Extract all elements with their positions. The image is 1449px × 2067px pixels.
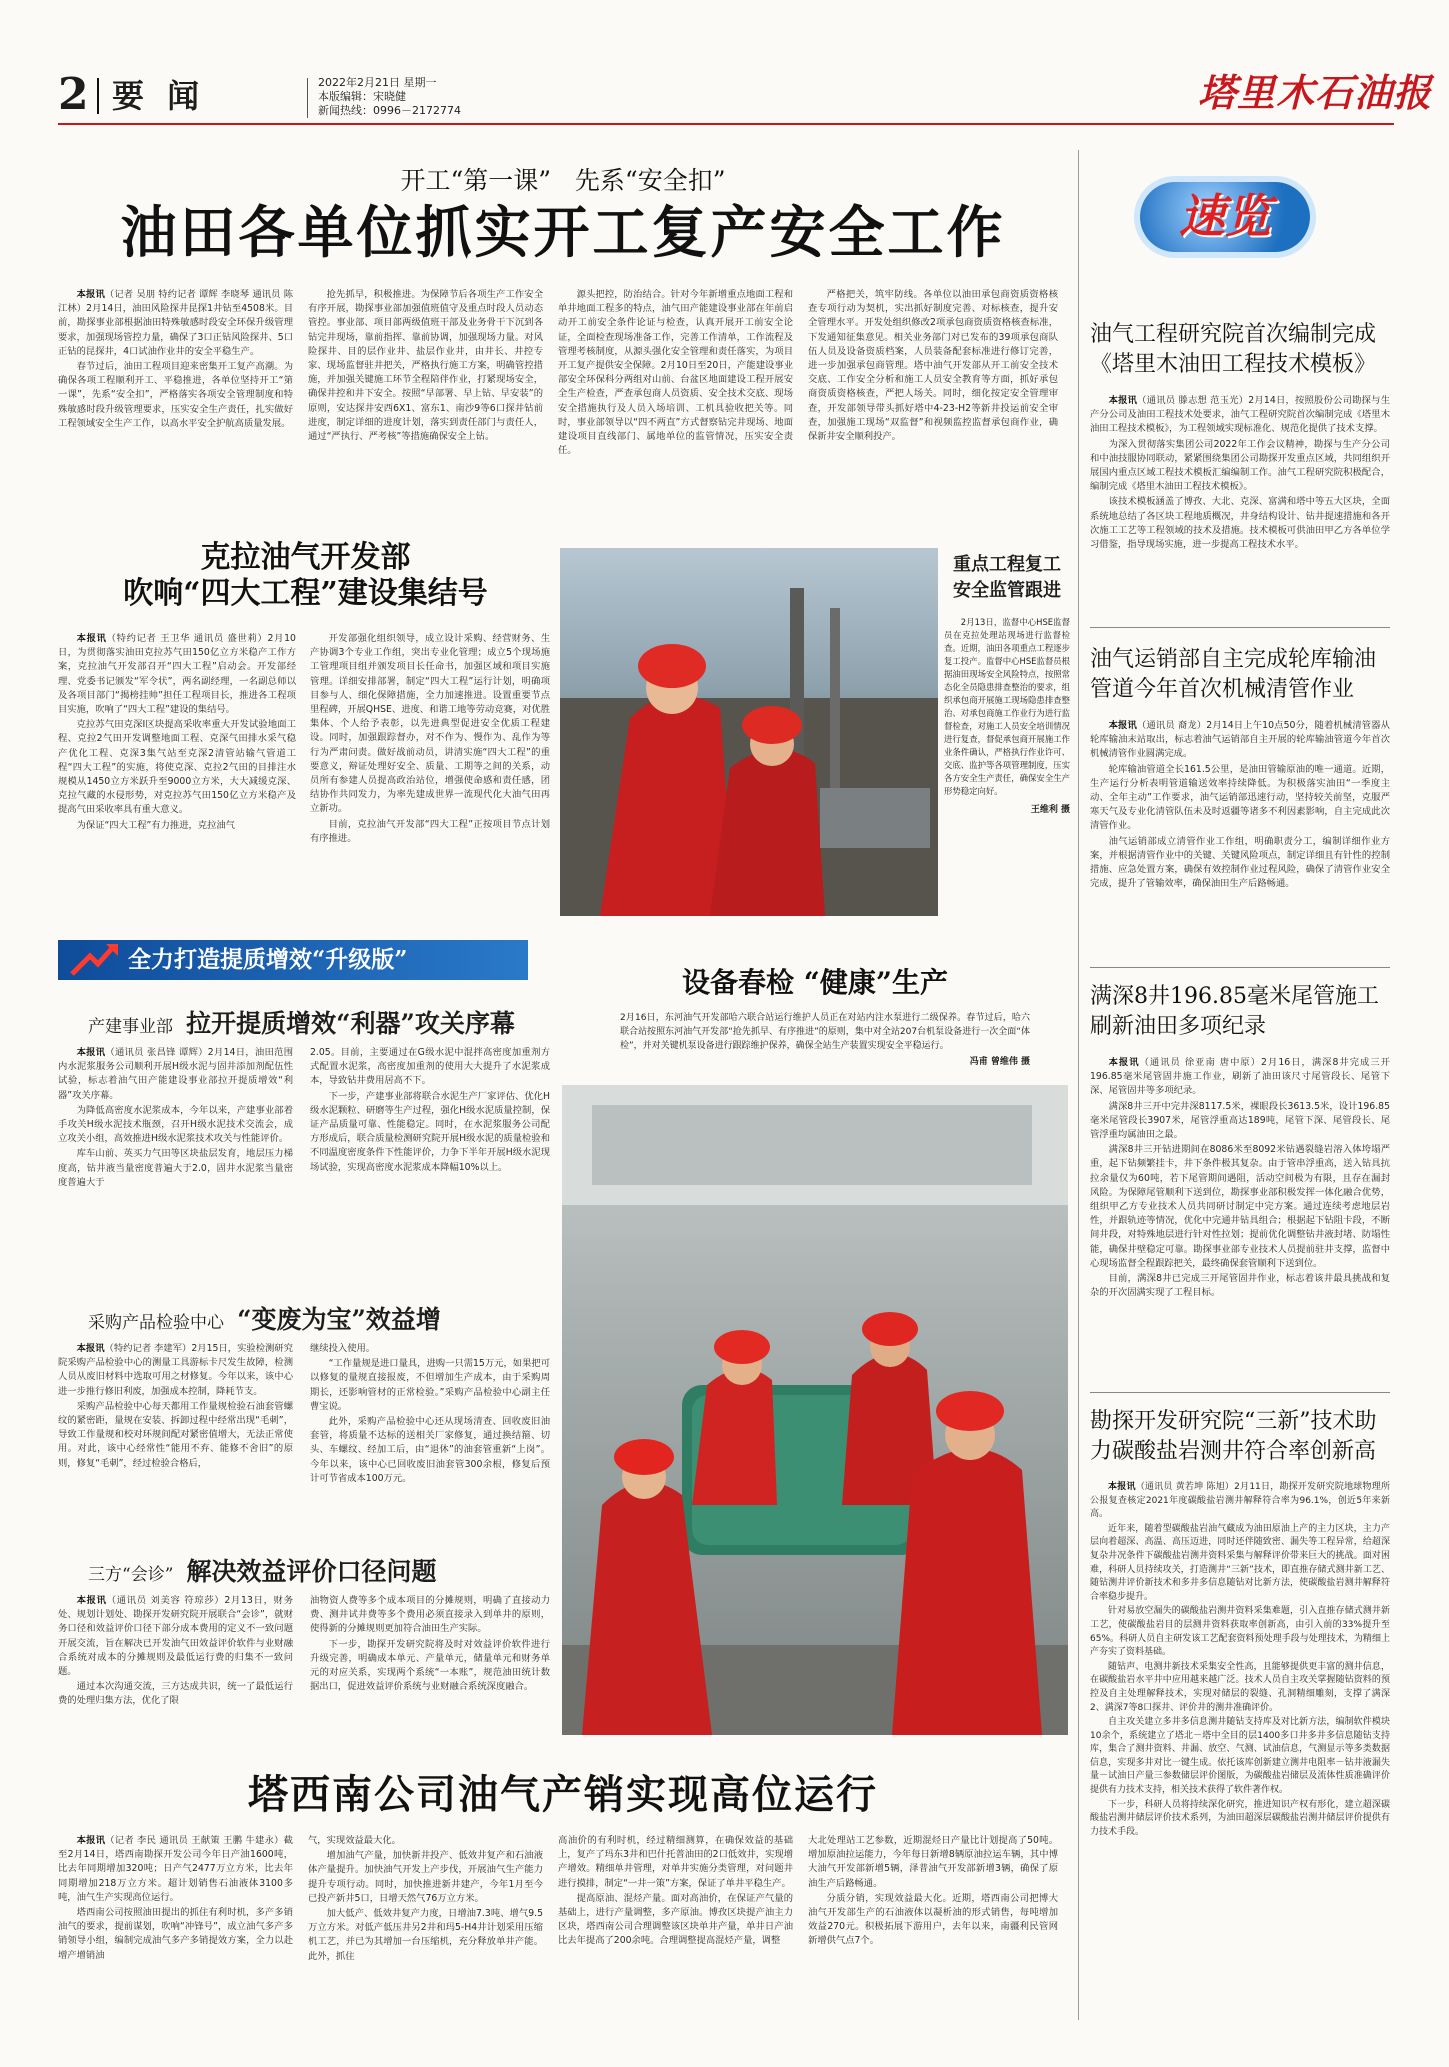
sidebar-vertical-rule: [1078, 150, 1079, 2020]
upgrade-banner-text: 全力打造提质增效“升级版”: [128, 946, 408, 973]
bottom-article: [58, 1770, 1068, 2040]
page-editor: 本版编辑：宋晓健: [318, 90, 406, 103]
upgrade-story-1-byline: 本报讯: [76, 1047, 106, 1058]
brief-3: [1090, 982, 1390, 1301]
upgrade-story-1-text-1: （通讯员 张昌锋 谭辉）2月14日，油田范围内水泥浆服务公司顺利开展H级水泥与固井添加剂配伍性试验，标志着油气田产能建设事业部拉开提质增效“利器”攻关序幕。: [58, 1047, 293, 1101]
brief-4: [1090, 1407, 1390, 1840]
brief-4-text: （通讯员 黄若坤 陈旭）2月11日，勘探开发研究院地球物理所公报复查核定2021年度碳酸盐岩测井解释符合率为96.1%，创近5年来新高。: [1090, 1482, 1390, 1520]
masthead-rule: [58, 123, 1394, 125]
upgrade-story-1-kicker: 产建事业部: [88, 1017, 173, 1037]
bottom-text-2b: 增加油气产量，加快新井投产、低效井复产和石油液体产量提升。加快油气开发上产步伐，开展油气生产能力提升专项行动。同时，加快推进新井建产，今年1月至今已投产新井5口，日增天然气76万立方米。: [308, 1850, 543, 1904]
upgrade-story-3-text-1: （通讯员 刘美容 符琼莎）2月13日，财务处、规划计划处、勘探开发研究院开展联合“会诊”，就财务口径和效益评价口径下部分成本费用的定义不一致问题开展交流，旨在解决已开发油气田效益评价软件与业财融合系统对成本的分摊规则及最低运行费的归集不一致问题。: [58, 1595, 293, 1678]
photo-1-caption-block: [944, 552, 1070, 924]
lead-text-1: （记者 吴朋 特约记者 谭辉 李晓琴 通讯员 陈江林）2月14日，油田风险探井昆探1井钻至4508米。目前，勘探事业部根据油田特殊敏感时段安全环保升级管理要求，加强现场管控力量，确保了3口正钻风险探井、5口正钻的昆探井，4口试油作业井的安全平稳生产。: [58, 289, 293, 357]
masthead: [0, 0, 1449, 130]
brief-4-text-5: 自主攻关建立多井多信息测井随钻支持库及对比新方法，编制软件模块10余个，系统建立了塔北－塔中全目的层1400多口井多井多信息随钻支持库，集合了测井资料、井漏、放空、气测、试油信息，气测显示等多类数据信息，实现多井对比一键生成。依托该库创新建立测井电阻率－钻井液漏失量－试油日产量三参数储层评价图版，为碳酸盐岩储层及流体性质准确评价提供有力技术支持，相关技术获得了软件著作权。: [1090, 1717, 1390, 1796]
bottom-text-3: 高油价的有利时机，经过精细测算，在确保效益的基础上，复产了玛东3井和巴什托普油田的2口低效井，实现增产增效。精细单井管理，对单井实施分类管理，对问题井进行摸排，制定“一井一策”方案，保证了单井平稳生产。: [558, 1835, 793, 1889]
photo-1-title-2: 安全监管跟进: [953, 580, 1061, 601]
brief-4-text-4: 随钻声、电测井新技术采集安全性高，且能够提供更丰富的测井信息，在碳酸盐岩水平井中应用越来越广泛。技术人员自主攻关掌握随钻资料的预控及自主处理解释技术，实现对储层的裂缝、孔洞精细雕刻，支撑了满深2、满深7等8口探井、评价井的测井准确评价。: [1090, 1661, 1390, 1713]
bottom-title: 塔西南公司油气产销实现高位运行: [248, 1771, 878, 1818]
upgrade-story-2-text-2b: “工作量规是进口量具，进购一只需15万元，如果把可以修复的量规直接报废，不但增加生产成本，由于采购周期长，还影响管材的正常检验。”采购产品检验中心副主任曹宝说。: [310, 1358, 550, 1412]
bottom-col-3: [558, 1834, 793, 1950]
photo-2-illustration: [562, 1085, 1068, 1735]
brief-2-text-2: 轮库输油管道全长161.5公里，是油田管输原油的唯一通道。近期，生产运行分析表明管道输送效率持续降低。为积极落实油田“一季度主动、全年主动”工作要求，油气运销部迅速行动，坚持较关前坚，克服严寒天气及专业化清管队伍未及时返疆等诸多不利因素影响，自主完成此次清管作业。: [1090, 763, 1390, 832]
upgrade-story-1-title: 拉开提质增效“利器”攻关序幕: [186, 1009, 515, 1038]
kela-byline: 本报讯: [76, 633, 107, 644]
kela-text-2: 开发部强化组织领导，成立设计采购、经营财务、生产协调3个专业工作组，突出专业化管理；成立5个现场施工管理项目组并颁发项目长任命书，加强区域和项目实施管理。详细安排部署，制定“四大工程”运行计划，明确项目参与人、细化保障措施，全力加速推进。设置重要节点里程碑，开展QHSE、进度、和谐工地等劳动竞赛，对优胜集体、个人给予表彰，以先进典型促进安全优质工程建设。同时，加强跟踪督办，对不作为、慢作为、乱作为等行为严肃问责。做好战前动员，讲清实施“四大工程”的重要意义，辩证处理好安全、质量、工期等之间的关系，动员所有参建人员提高政治站位，增强使命感和责任感，团结协作共同发力，为率先建成世界一流现代化大油气田再立新功。: [310, 633, 550, 815]
section-name: 要 闻: [112, 77, 206, 115]
photo-1-credit: 王维利 摄: [1030, 805, 1070, 815]
photo-2-caption-text: 2月16日，东河油气开发部哈六联合站运行维护人员正在对站内注水泵进行二级保养。春节过后，哈六联合站按照东河油气开发部“抢先抓早、有序推进”的原则，集中对全站207台机泵设备进行一次全面“体检”，并对关键机泵设备进行跟踪维护保养，确保全站生产装置实现安全平稳运行。: [620, 1013, 1030, 1051]
brief-3-byline: 本报讯: [1108, 1057, 1140, 1068]
lead-col-3: [558, 288, 793, 459]
bottom-text-1: （记者 李民 通讯员 王献策 王鹏 牛建永）截至2月14日，塔西南勘探开发公司今年日产油1600吨，比去年同期增加320吨；日产气2477万立方米，比去年同期增加218万立方米。超计划销售石油液体3100多吨，油气生产实现高位运行。: [58, 1835, 293, 1903]
masthead-divider-2: [307, 78, 308, 118]
upgrade-story-2-text-2c: 此外，采购产品检验中心还从现场清查、回收废旧油套管，将质量不达标的送相关厂家修复，通过换结箍、切头、车螺纹、经加工后，由“退休”的油套管重新“上岗”。今年以来，该中心已回收废旧油套管300余根，修复后预计可节省成本100万元。: [310, 1416, 550, 1484]
arrow-up-icon: [64, 940, 124, 980]
masthead-info: [318, 76, 461, 118]
upgrade-story-2: [58, 1300, 553, 1540]
upgrade-story-2-text-2: 继续投入使用。: [310, 1343, 376, 1354]
bottom-text-4b: 分质分销，实现效益最大化。近期，塔西南公司把博大油气开发部生产的石油液体以凝析油的形式销售，每吨增加效益270元。积极拓展下游用户，去年以来，南疆利民管网新增供气点7个。: [808, 1892, 1058, 1947]
upgrade-story-3-title: 解决效益评价口径问题: [186, 1557, 437, 1586]
lead-kicker: 开工“第一课” 先系“安全扣”: [400, 166, 726, 195]
bottom-text-4: 大北处理站工艺参数，近期混烃日产量比计划提高了50吨。增加原油拉运能力，今年每日新增8辆原油拉运车辆，其中博大油气开发部新增5辆，泽普油气开发部新增3辆，确保了原油生产后路畅通。: [808, 1835, 1058, 1889]
news-hotline: 新闻热线：0996－2172774: [318, 104, 461, 117]
kela-text-2b: 目前，克拉油气开发部“四大工程”正按项目节点计划有序推进。: [310, 818, 550, 844]
brief-divider: [1090, 967, 1390, 968]
sidebar-badge-text: 速览: [1179, 189, 1271, 243]
sidebar-badge: [1140, 182, 1310, 252]
brief-2-text-3: 油气运销部成立清管作业工作组，明确职责分工，编制详细作业方案，并根据清管作业中的关键、关键风险项点，制定详细且有针性的控制措施、应急处置方案，确保有效控制作业过程风险，确保了清管作业安全完成，提升了管输效率，确保油田生产后路畅通。: [1090, 835, 1390, 890]
brief-divider: [1090, 627, 1390, 628]
photo-1-illustration: [560, 548, 938, 916]
bottom-text-1b: 塔西南公司按照油田提出的抓住有利时机，多产多销油气的要求，提前谋划，吹响“冲锋号”，成立油气多产多销领导小组，编制完成油气多产多销提效方案，全力以赴增产增销油: [58, 1907, 293, 1961]
kela-text-1b: 克拉苏气田克深Ⅰ区块提高采收率重大开发试验地面工程、克拉2气田开发调整地面工程、克深气田排水采气稳产优化工程、克深3集气站至克深2清管站输气管道工程“四大工程”的实施，将使克深、克拉2气田的目排注水规模从1450立方米跃升至9000立方米，大大减缓克深、克拉气藏的水侵形势，对克拉苏气田150亿立方米稳产及提高气田采收率具有重大意义。: [58, 719, 296, 816]
upgrade-story-1-text-2: 2.05。目前，主要通过在G级水泥中混拌高密度加重剂方式配置水泥浆，高密度加重剂的使用大大提升了水泥浆成本，导致钻井费用居高不下。: [310, 1047, 550, 1087]
lead-col-1: [58, 288, 293, 432]
photo-2-title: 设备春检 “健康”生产: [682, 966, 948, 999]
upgrade-story-2-col-1: [58, 1342, 293, 1472]
upgrade-story-2-head: [88, 1300, 548, 1336]
kela-text-1c: 为保证“四大工程”有力推进，克拉油气: [76, 819, 235, 831]
upgrade-story-3-head: [88, 1552, 548, 1588]
upgrade-story-3-byline: 本报讯: [76, 1595, 107, 1606]
brief-3-title: 满深8井196.85毫米尾管施工刷新油田多项纪录: [1090, 984, 1379, 1039]
bottom-col-4: [808, 1834, 1058, 1950]
lead-article: [58, 130, 1068, 515]
kela-col-1: [58, 632, 296, 834]
kela-col-2: [310, 632, 550, 847]
photo-1-caption: 2月13日，监督中心HSE监督员在克拉处理站现场进行监督检查。近期，油田各项重点工程逐步复工投产。监督中心HSE监督员根据油田现场安全风险特点，按照常态化全员隐患排查整治的要求，组织承包商开展施工现场隐患排查整治、对承包商施工作业行为进行监督检查，对施工人员安全培训情况进行复查，督促承包商开展施工作业条件确认，严格执行作业许可、交底、监护等各项管理制度，压实各方安全生产责任，确保安全生产形势稳定向好。: [944, 617, 1070, 796]
upgrade-story-2-col-2: [310, 1342, 550, 1487]
masthead-divider: [97, 78, 99, 114]
brief-4-text-2: 近年来，随着型碳酸盐岩油气藏成为油田原油上产的主力区块，主力产层向着超深、高温、高压迈进，同时还伴随致密、漏失等工程异常，给超深复杂井况条件下碳酸盐岩测井资料采集与解释评价带来巨大的挑战。面对困难，科研人员持续攻关，打造测井“三新”技术，即直推存储式测井新工艺、随钻测井评价新技术和多井多信息随钻对比新方法，使碳酸盐岩测井解释符合率稳步提升。: [1090, 1523, 1390, 1602]
photo-1-title-1: 重点工程复工: [953, 554, 1061, 575]
kela-title-1: 克拉油气开发部: [200, 540, 411, 575]
bottom-col-1: [58, 1834, 293, 1964]
upgrade-story-1-col-2: [310, 1046, 550, 1176]
brief-1: [1090, 320, 1390, 553]
brief-3-text-2: 满深8井三开中完井深8117.5米，裸眼段长3613.5米，设计196.85毫米尾管段长3907米，尾管浮重高达189吨，尾管下深、尾管段长、尾管浮重均属油田之最。: [1090, 1100, 1390, 1141]
brief-3-text: （通讯员 徐亚南 唐中原）2月16日，满深8井完成三开196.85毫米尾管固井施工作业，刷新了油田该尺寸尾管段长、尾管下深、尾管固井等多项纪录。: [1090, 1057, 1390, 1097]
sidebar: [1090, 140, 1390, 2010]
lead-text-3: 源头把控，防治结合。针对今年新增重点地面工程和单井地面工程多的特点，油气田产能建设事业部在年前启动开工前安全条件论证与检查，认真开展开工前安全论证，全面检查现场准备工作，完善工作清单，工作流程及管理考核制度，从源头强化安全管理和责任落实，为项目开工复产提供安全保障。2月10日至20日，产能建设事业部安全环保科分两组对山前、台盆区地面建设工程开展安全生产检查，严查承包商人员资质、安全技术交底、现场安全措施执行及人员入场培训、工机具验收把关等。同时，事业部领导以“四不两直”方式督察钻完井现场、地面建设项目直线部门、属地单位的监管情况，压实安全责任。: [558, 289, 793, 457]
page-number: 2: [58, 69, 89, 120]
bottom-byline: 本报讯: [76, 1835, 106, 1846]
upgrade-story-2-title: “变废为宝”效益增: [237, 1305, 441, 1334]
upgrade-story-1-head: [88, 1004, 548, 1040]
photo-2-caption: [620, 1011, 1030, 1069]
upgrade-story-3-col-2: [310, 1594, 550, 1695]
brief-4-title: 勘探开发研究院“三新”技术助力碳酸盐岩测井符合率创新高: [1090, 1409, 1377, 1464]
photo-2-credit: 冯甫 曾维伟 摄: [969, 1057, 1030, 1067]
brief-4-text-6: 下一步，科研人员将持续深化研究，推进知识产权有形化，建立超深碳酸盐岩测井储层评价技术系列，为油田超深层碳酸盐岩测井储层评价提供有力技术手段。: [1090, 1799, 1390, 1837]
brief-3-text-4: 目前，满深8井已完成三开尾管固井作业，标志着该井最具挑战和复杂的开次固满实现了工程目标。: [1090, 1273, 1390, 1299]
upgrade-story-3-kicker: 三方“会诊”: [88, 1565, 174, 1585]
upgrade-banner: [58, 940, 528, 980]
bottom-text-3b: 提高原油、混烃产量。面对高油价，在保证产气量的基础上，进行产量调整，多产原油。博孜区块提产油主力区块，塔西南公司合理调整该区块单井产量，单井日产油比去年提高了200余吨。合理调整提高混烃产量，调整: [558, 1892, 793, 1947]
lead-text-4: 严格把关，筑牢防线。各单位以油田承包商资质资格核查专项行动为契机，实出抓好制度完善、对标核查，提升安全管理水平。开发处组织修改2项承包商资质资格核查标准，下发通知征集意见。相关业务部门对已发布的39项承包商队伍人员及设备资质档案，人员装备配套标准进行修订完善，进一步加强承包商管理。塔中油气开发部从开工前安全技术交底、工作安全分析和施工人员安全教育等方面，抓好承包商资质资格核查，严把人场关。同时，细化按定安全管理审查，开发部领导带头抓好塔中4-23-H2等新井投运前安全审查，加强施工现场“双监督”和视频监控监督承包商作业，确保新井安全顺利投产。: [808, 289, 1058, 443]
photo-2-block: [560, 945, 1070, 1740]
bottom-text-2: 气，实现效益最大化。: [308, 1835, 401, 1846]
brief-2-text: （通讯员 裔龙）2月14日上午10点50分，随着机械清管器从轮库输油末站取出，标志着油气运销部自主开展的轮库输油管道今年首次机械清管作业圆满完成。: [1090, 720, 1390, 760]
newspaper-logo: 塔里木石油报: [1198, 70, 1433, 115]
brief-1-text: （通讯员 滕志想 范玉光）2月14日，按照股份公司勘探与生产分公司及油田工程技术处要求，油气工程研究院首次编制完成《塔里木油田工程技术模板》，为工程领域实现标准化、规范化提供了技术支撑。: [1090, 395, 1390, 435]
upgrade-story-1-col-1: [58, 1046, 293, 1191]
upgrade-story-3: [58, 1552, 553, 1772]
lead-title: 油田各单位抓实开工复产安全工作: [120, 200, 1006, 266]
upgrade-story-2-byline: 本报讯: [76, 1343, 105, 1354]
lead-col-4: [808, 288, 1058, 445]
brief-1-text-3: 该技术模板涵盖了博孜、大北、克深、富满和塔中等五大区块，全面系统地总结了各区块工程地质概况，井身结构设计、钻井提速措施和各开次施工工艺等工程领域的技术及措施。技术模板可供油田甲乙方各单位学习借鉴，指导现场实施，进一步提高工程技术水平。: [1090, 496, 1390, 551]
kela-article: [58, 540, 553, 920]
kela-title-2: 吹响“四大工程”建设集结号: [123, 576, 488, 611]
bottom-text-2c: 加大低产、低效井复产力度，日增油7.3吨、增气9.5万立方米。对低产低压井另2井和玛5-H4井计划采用压缩机工艺，并已为其增加一台压缩机，充分释放单井产能。此外，抓住: [308, 1908, 543, 1962]
upgrade-story-2-text-1: （特约记者 李建军）2月15日，实验检测研究院采购产品检验中心的测量工具游标卡尺发生故障，检测人员从废旧材料中选取可用之材修复。今年以来，该中心进一步推行修旧利废，加强成本控制，降耗节支。: [58, 1343, 293, 1397]
brief-3-text-3: 满深8井三开钻进期间在8086米至8092米钻遇裂缝岩溶入体垮塌严重，起下钻频繁挂卡，井下条件极其复杂。由于管串浮重高，送入钻具抗拉余量仅为60吨，若下尾管期间遇阻，活动空间极为有限，且存在漏封风险。为保障尾管顺利下送到位，勘探事业部积极发挥一体化融合优势，组织甲乙方专业技术人员共同研讨制定中完方案。通过连续考虑地层岩性，并跟轨迹等情况，优化中完通井钻具组合；根据起下钻阻卡段，不断间井段，对特殊地层进行针对性拉划；提前优化调整钻井液封堵、防塌性能，确保井壁稳定可靠。勘探事业部专业技术人员提前驻井支撑，监督中心现场监督全程跟踪把关，最终确保套管顺利下送到位。: [1090, 1144, 1390, 1269]
brief-4-byline: 本报讯: [1108, 1482, 1136, 1492]
brief-2-byline: 本报讯: [1108, 720, 1137, 731]
upgrade-story-1-text-1c: 库车山前、英买力气田等区块盐层发育，地层压力梯度高，钻井液当量密度普遍大于2.0，固井水泥浆当量密度普遍大于: [58, 1148, 293, 1188]
brief-divider: [1090, 1392, 1390, 1393]
upgrade-story-2-kicker: 采购产品检验中心: [88, 1313, 224, 1333]
upgrade-story-2-text-1b: 采购产品检验中心每天都用工作量规检验石油套管螺纹的紧密距，量规在安装、拆卸过程中经常出现“毛刺”，导致工作量规和校对环规间配对紧密值增大，无法正常使用。对此，该中心经常性“能用不弃、能修不舍旧”的原则，修复“毛刺”，经过检验合格后，: [58, 1400, 293, 1469]
brief-2-title: 油气运销部自主完成轮库输油管道今年首次机械清管作业: [1090, 647, 1377, 702]
upgrade-story-1: [58, 1000, 553, 1290]
upgrade-story-3-text-2: 油物资人费等多个成本项目的分摊规则，明确了直接动力费、测井试井费等多个费用必须直接录入到单井的原则，使得新的分摊规则更加符合油田生产实际。: [310, 1595, 550, 1635]
kela-text-1: （特约记者 王卫华 通讯员 盛世莉）2月10日，为贯彻落实油田克拉苏气田150亿立方米稳产工作方案，克拉油气开发部召开“四大工程”启动会。开发部经理、党委书记颁发“军令状”，两名副经理，一名副总师以及各项目部门“揭榜挂帅”担任工程项目长，推进各工程项目实施，吹响了“四大工程”建设的集结号。: [58, 633, 296, 716]
photo-2-maintenance: [562, 1085, 1068, 1735]
issue-date: 2022年2月21日 星期一: [318, 76, 437, 89]
lead-text-2: 抢先抓早，积极推进。为保障节后各项生产工作安全有序开展，勘探事业部加强值班值守及重点时段人员动态管控。事业部、项目部两级值班干部及业务骨干下沉到各钻完井现场，靠前指挥、靠前协调，加强现场力量。对风险探井、目的层作业井、盐层作业井，由井长、井控专家、现场监督驻井把关，严格执行施工方案，明确管控措施，并加强关键施工环节全程陪伴作业，打紧现场安全，确保井控和井下安全。按照“早部署、早上钻、早安装”的原则，安达探井安西6X1、富东1、南沙9等6口探井钻前进度，制定详细的进度计划，落实到责任部门与责任人，通过“严执行、严考核”等措施确保安全上钻。: [308, 289, 543, 443]
brief-1-byline: 本报讯: [1108, 395, 1138, 406]
upgrade-story-3-text-1b: 通过本次沟通交流，三方达成共识，统一了最低运行费的处理归集方法，优化了限: [58, 1681, 293, 1707]
lead-text-1b: 春节过后，油田工程项目迎来密集开工复产高潮。为确保各项工程顺利开工、平稳推进，各单位坚持开工“第一课”，先系“安全扣”，严格落实各项安全管理制度和特殊敏感时段升级管理要求，压实安全生产责任，扎实做好工程领域安全生产工作，以高水平安全护航高质量发展。: [58, 361, 293, 429]
upgrade-story-3-text-2b: 下一步，勘探开发研究院将及时对效益评价软件进行升级完善，明确成本单元、产量单元，储量单元和财务单元的对应关系，实现两个系统“一本账”，规范油田统计数据出口，促进效益评价系统与业财融合系统深度融合。: [310, 1638, 550, 1693]
upgrade-story-1-text-1b: 为降低高密度水泥浆成本，今年以来，产建事业部着手攻关H级水泥技术瓶颈，召开H级水泥技术交流会，成立攻关小组，高效推进H级水泥浆技术攻关与性能评价。: [58, 1104, 293, 1145]
brief-4-text-3: 针对易放空漏失的碳酸盐岩测井资料采集难题，引入直推存储式测井新工艺，使碳酸盐岩目的层测井资料获取率创新高，由引入前的33%提升至65%。科研人员自主研发该工艺配套资料预处理手段与处理技术，为精细上产夯实了资料基础。: [1090, 1606, 1390, 1658]
lead-col-2: [308, 288, 543, 445]
photo-1-inspection: [560, 548, 938, 916]
brief-1-text-2: 为深入贯彻落实集团公司2022年工作会议精神，勘探与生产分公司和中油技服协同联动，紧紧围绕集团公司勘探开发重点区域，共同组织开展国内重点区域工程技术模板汇编编制工作。油气工程研究院积极配合，编制完成《塔里木油田工程技术模板》。: [1090, 438, 1390, 493]
upgrade-story-1-text-2b: 下一步，产建事业部将联合水泥生产厂家评估、优化H级水泥颗粒、研磨等生产过程，强化H级水泥质量控制，保证产品质量可靠、性能稳定。同时，在水泥浆服务公司配方形成后，联合质量检测研究院开展H级水泥的质量检验和不同温度密度条件下性能评价，力争下半年开展H级水泥现场试验，实现高密度水泥浆成本降幅10%以上。: [310, 1090, 550, 1173]
brief-2: [1090, 645, 1390, 892]
lead-byline: 本报讯: [76, 289, 105, 300]
brief-1-title: 油气工程研究院首次编制完成《塔里木油田工程技术模板》: [1090, 322, 1377, 377]
bottom-col-2: [308, 1834, 543, 1965]
upgrade-story-3-col-1: [58, 1594, 293, 1710]
